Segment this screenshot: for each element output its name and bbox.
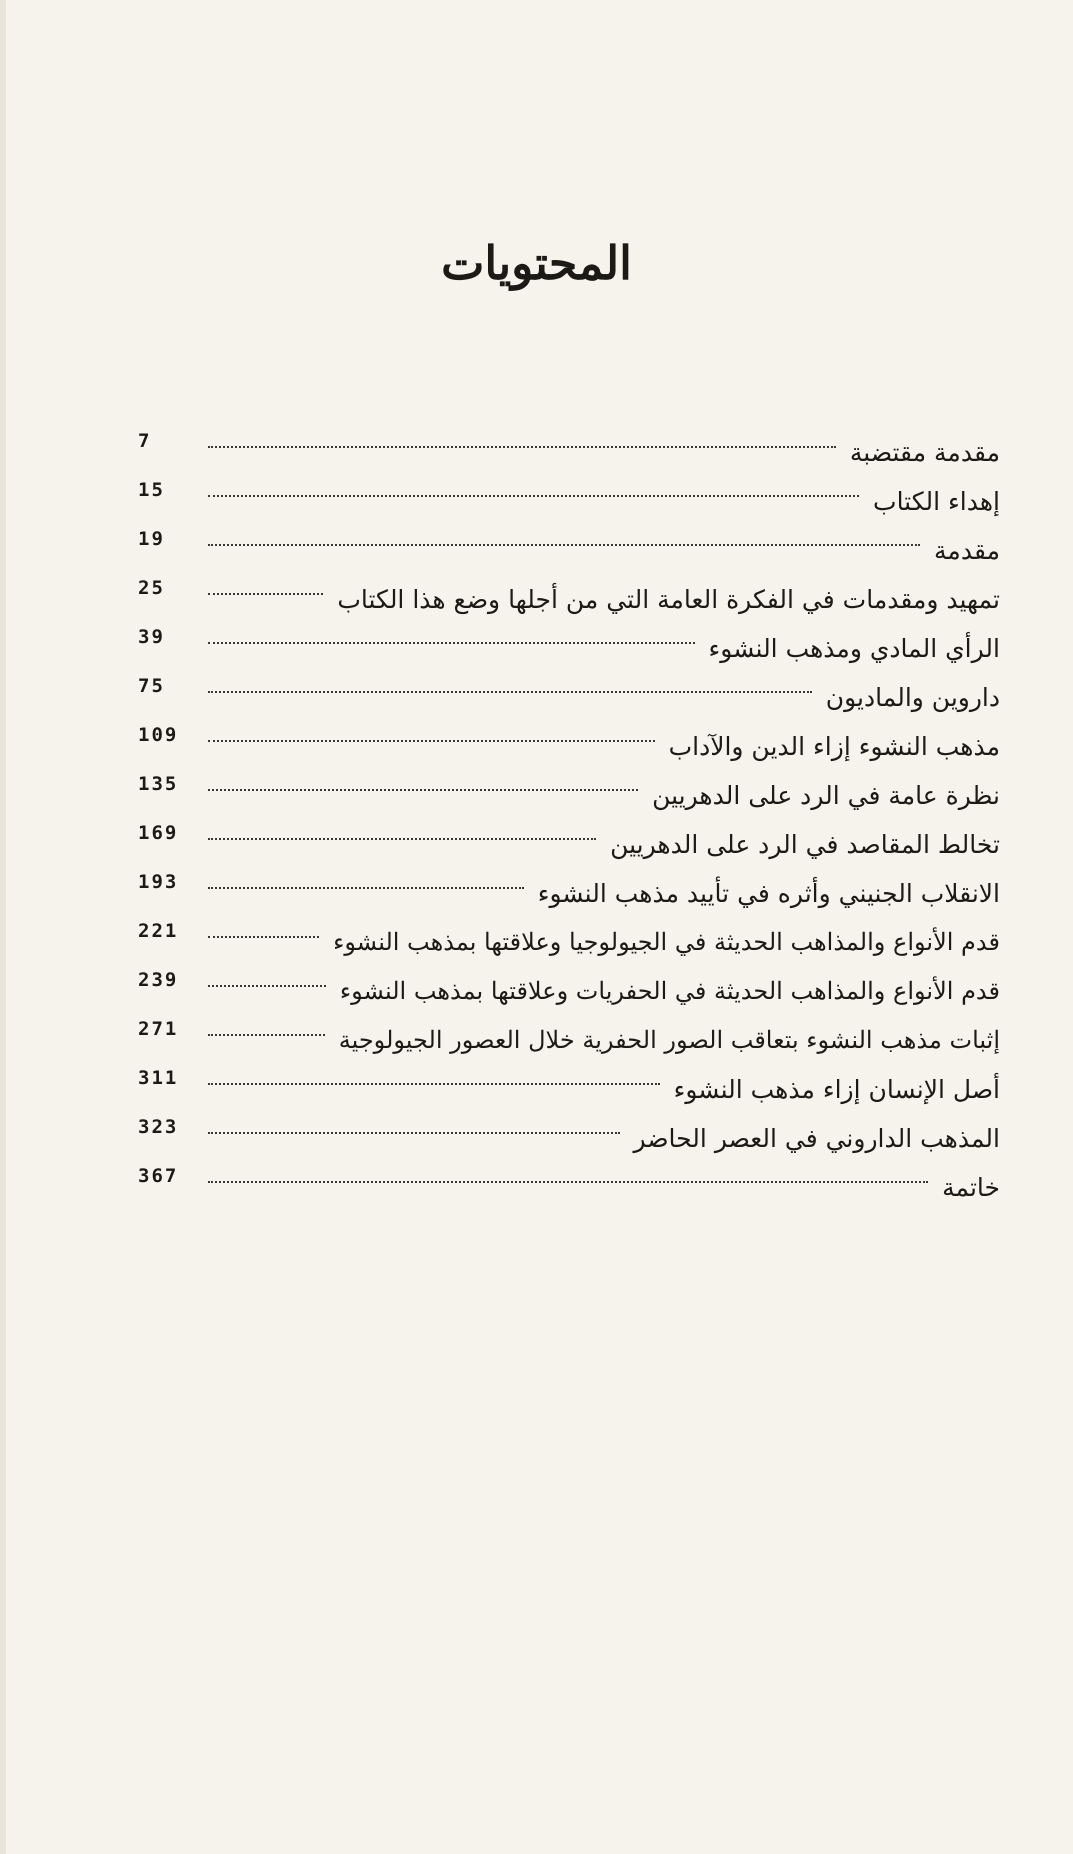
toc-entry[interactable] xyxy=(138,675,1000,724)
toc-page-number: 323 xyxy=(138,1116,179,1138)
dot-leader xyxy=(208,887,524,889)
toc-page-number: 135 xyxy=(138,773,179,795)
dot-leader xyxy=(208,593,323,595)
toc-page-number: 169 xyxy=(138,822,179,844)
dot-leader xyxy=(208,642,695,644)
dot-leader xyxy=(208,740,655,742)
dot-leader xyxy=(208,1034,325,1036)
toc-entry[interactable] xyxy=(138,577,1000,626)
toc-page-number: 193 xyxy=(138,871,179,893)
toc-entry-title: المذهب الداروني في العصر الحاضر xyxy=(633,1124,1000,1153)
dot-leader xyxy=(208,495,859,497)
toc-page-number: 311 xyxy=(138,1067,179,1089)
page-title: المحتويات xyxy=(441,235,632,290)
dot-leader xyxy=(208,1083,660,1085)
toc-entry-title: الانقلاب الجنيني وأثره في تأييد مذهب النشوء xyxy=(537,879,1000,908)
dot-leader xyxy=(208,838,596,840)
toc-entry-title: مذهب النشوء إزاء الدين والآداب xyxy=(668,732,1000,761)
toc-page-number: 15 xyxy=(138,479,165,501)
dot-leader xyxy=(208,446,836,448)
toc-entry-title: قدم الأنواع والمذاهب الحديثة في الجيولوجيا وعلاقتها بمذهب النشوء xyxy=(333,928,1000,956)
toc-entry-title: نظرة عامة في الرد على الدهريين xyxy=(652,781,1000,810)
toc-entry[interactable] xyxy=(138,1165,1000,1214)
toc-page-number: 19 xyxy=(138,528,165,550)
toc-entry[interactable] xyxy=(138,724,1000,773)
toc-entry-title: مقدمة xyxy=(934,536,1000,565)
toc-page-number: 367 xyxy=(138,1165,179,1187)
toc-entry-title: تمهيد ومقدمات في الفكرة العامة التي من أجلها وضع هذا الكتاب xyxy=(337,585,1000,614)
toc-page-number: 109 xyxy=(138,724,179,746)
toc-entry-title: خاتمة xyxy=(942,1173,1000,1202)
dot-leader xyxy=(208,544,920,546)
toc-entry[interactable] xyxy=(138,822,1000,871)
toc-page-number: 271 xyxy=(138,1018,179,1040)
dot-leader xyxy=(208,691,812,693)
toc-entry[interactable] xyxy=(138,871,1000,920)
dot-leader xyxy=(208,985,326,987)
toc-entry-title: إثبات مذهب النشوء بتعاقب الصور الحفرية خلال العصور الجيولوجية xyxy=(338,1026,1000,1054)
toc-entry-title: إهداء الكتاب xyxy=(873,487,1000,516)
toc-entry-title: مقدمة مقتضبة xyxy=(849,438,1000,467)
toc-entry-title: قدم الأنواع والمذاهب الحديثة في الحفريات وعلاقتها بمذهب النشوء xyxy=(339,977,1000,1005)
toc-entry[interactable] xyxy=(138,626,1000,675)
dot-leader xyxy=(208,1132,620,1134)
toc-entry[interactable] xyxy=(138,528,1000,577)
toc-entry[interactable] xyxy=(138,1067,1000,1116)
toc-entry-title: أصل الإنسان إزاء مذهب النشوء xyxy=(673,1075,1000,1104)
toc-page-number: 75 xyxy=(138,675,165,697)
toc-page-number: 221 xyxy=(138,920,179,942)
toc-page-number: 7 xyxy=(138,430,152,452)
dot-leader xyxy=(208,936,319,938)
toc-entry[interactable] xyxy=(138,773,1000,822)
toc-page-number: 25 xyxy=(138,577,165,599)
dot-leader xyxy=(208,789,638,791)
toc-entry[interactable] xyxy=(138,920,1000,969)
toc-entry[interactable] xyxy=(138,969,1000,1018)
table-of-contents xyxy=(138,430,1000,1214)
toc-entry[interactable] xyxy=(138,430,1000,479)
toc-entry[interactable] xyxy=(138,1018,1000,1067)
toc-entry-title: الرأي المادي ومذهب النشوء xyxy=(708,634,1000,663)
toc-entry[interactable] xyxy=(138,1116,1000,1165)
toc-entry[interactable] xyxy=(138,479,1000,528)
toc-page-number: 39 xyxy=(138,626,165,648)
dot-leader xyxy=(208,1181,928,1183)
toc-entry-title: داروين والماديون xyxy=(825,683,1000,712)
toc-page-number: 239 xyxy=(138,969,179,991)
toc-entry-title: تخالط المقاصد في الرد على الدهريين xyxy=(610,830,1000,859)
